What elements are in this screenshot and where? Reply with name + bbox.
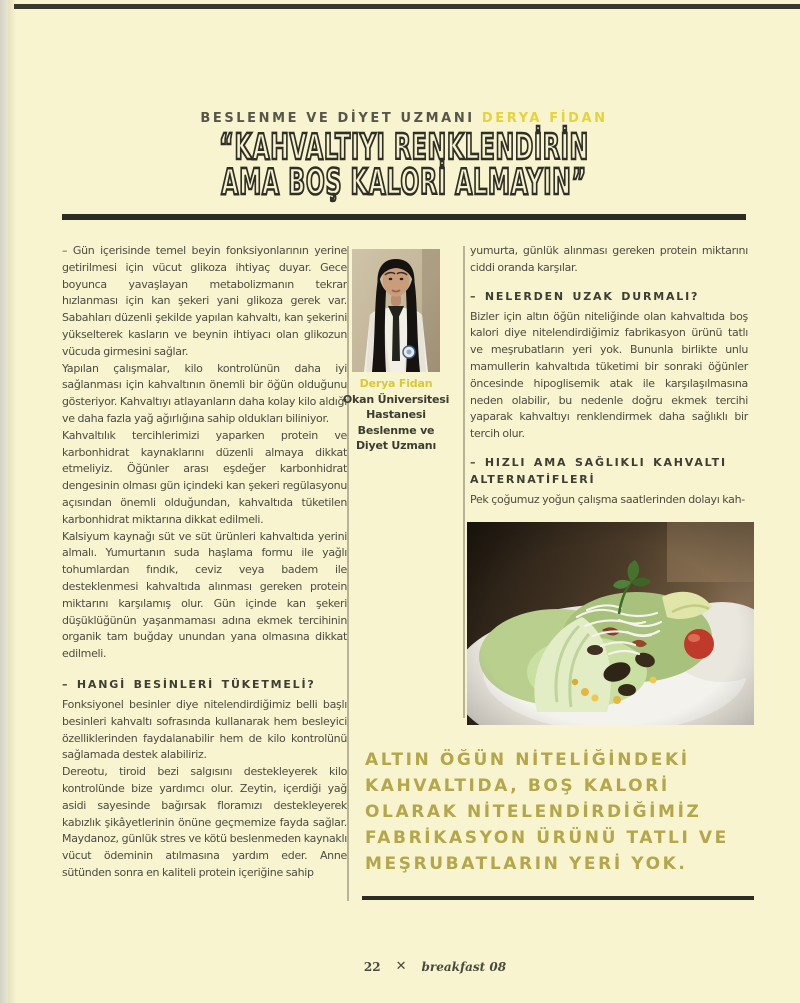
- caption-organization: Okan Üniversitesi Hastanesi Beslenme ve Diyet Uzmanı: [342, 392, 450, 452]
- photo-caption: [342, 376, 450, 454]
- article-title: [8, 127, 800, 203]
- paragraph: Dereotu, tiroid bezi salgısını destekleyerek kilo kontrolünde bize yardımcı olur. Zeytin, içerdiği yağ asidi sayesinde bağırsak floramızı destekleyerek kabızlık şikâyetlerinin önüne geçmemize fayda sağlar. Maydanoz, günlük stres ve kötü beslenmeden kaynaklı vücut ödeminin atılmasına yardım eder. Anne sütünden sonra en kaliteli protein içeriğine sahip: [62, 765, 347, 879]
- salad-photo: [467, 522, 754, 725]
- paragraph: Kalsiyum kaynağı süt ve süt ürünleri kahvaltıda yerini almalı. Yumurtanın suda haşlama formu ile yağlı tohumlardan fındık, ceviz veya badem ile desteklenmesi kahvaltıda alınması gereken protein miktarını karşılamış olur. Gün içinde kan şekeri düşüklüğünün yaşanmaması adına ekmek tercihinin organik tam buğday unundan yana olmasına dikkat edilmeli.: [62, 529, 347, 661]
- paragraph: Kahvaltılık tercihlerimizi yaparken protein ve karbonhidrat kaynaklarını düzenli almaya dikkat etmeliyiz. Öğünler arası eşdeğer karbonhidrat dengesinin olması gün içindeki kan şekeri regülasyonu açısından önemli olduğundan, kahvaltıda tüketilen karbonhidrat miktarına dikkat edilmeli.: [62, 428, 347, 526]
- page-number: 22: [363, 959, 381, 974]
- scan-left-shadow: [0, 0, 16, 1003]
- right-column: [470, 243, 748, 520]
- kicker: [8, 111, 800, 126]
- article-title-line2: AMA BOŞ KALORİ ALMAYIN”: [221, 162, 587, 203]
- column-divider: [463, 246, 465, 718]
- section-heading-alternatives: – HIZLI AMA SAĞLIKLI KAHVALTI ALTERNATİFLERİ: [470, 455, 727, 486]
- bottom-rule: [362, 896, 754, 900]
- paragraph: Bizler için altın öğün niteliğinde olan kahvaltıda boş kalori diye nitelendirdiğimiz fabrikasyon ürünü tatlı ve meşrubatların yeri yok. Bununla birlikte unlu mamullerin kahvaltıda tüketimi bir sonraki öğünler öncesinde hipoglisemik atak ile karşılaşılmasına neden olabilir, bu nedenle doğru ekmek tercihi yaparak kahvaltıyı renklendirmek daha sağlıklı bir tercih olur.: [470, 309, 748, 441]
- top-rule: [62, 214, 746, 220]
- portrait-photo: [352, 249, 440, 372]
- magazine-page: [8, 0, 800, 1003]
- paragraph: – Gün içerisinde temel beyin fonksiyonlarının yerine getirilmesi için vücut glikoza ihtiyaç duyar. Gece boyunca yavaşlayan metabolizmanın tekrar hızlanması için kan şekeri yani glikoza gerek var. Sabahları düzenli şekilde yapılan kahvaltı, kan şekerini yükselterek kasların ve beynin ihtiyacı olan glikozun vücuda girmesini sağlar.: [62, 244, 347, 358]
- section-heading-which-foods: – HANGİ BESİNLERİ TÜKETMELİ?: [62, 677, 316, 691]
- scan-top-edge: [14, 4, 800, 9]
- caption-name: Derya Fidan: [359, 377, 433, 390]
- magazine-title: breakfast 08: [421, 959, 507, 974]
- paragraph: Fonksiyonel besinler diye nitelendirdiğimiz belli başlı besinleri kahvaltı sofrasında kullanarak hem besleyici özelliklerinden faydalanabilir hem de kilo kontrolünü sağlamada destek alabiliriz.: [62, 697, 347, 762]
- paragraph: yumurta, günlük alınması gereken protein miktarını ciddi oranda karşılar.: [470, 244, 748, 274]
- article-title-line1: “KAHVALTIYI RENKLENDİRİN: [219, 127, 589, 168]
- paragraph: Yapılan çalışmalar, kilo kontrolünün daha iyi sağlanması için kahvaltının önemli bir öğün olduğunu gösteriyor. Kahvaltıyı atlayanların daha kolay kilo aldığı ve daha fazla yağ ağırlığına sahip oldukları biliniyor.: [62, 361, 347, 425]
- kicker-prefix: BESLENME VE DİYET UZMANI: [200, 111, 475, 126]
- left-column: [62, 243, 347, 882]
- footer: [340, 959, 530, 974]
- column-divider: [347, 246, 349, 901]
- pull-quote: ALTIN ÖĞÜN NİTELİĞİNDEKİ KAHVALTIDA, BOŞ KALORİ OLARAK NİTELENDİRDİĞİMİZ FABRİKASYON ÜRÜNÜ TATLI VE MEŞRUBATLARIN YERİ YOK.: [365, 750, 729, 874]
- section-heading-avoid: – NELERDEN UZAK DURMALI?: [470, 289, 700, 303]
- footer-cross-icon: ✕: [395, 959, 407, 974]
- kicker-author-name: DERYA FİDAN: [481, 111, 608, 126]
- paragraph: Pek çoğumuz yoğun çalışma saatlerinden dolayı kah-: [470, 492, 745, 506]
